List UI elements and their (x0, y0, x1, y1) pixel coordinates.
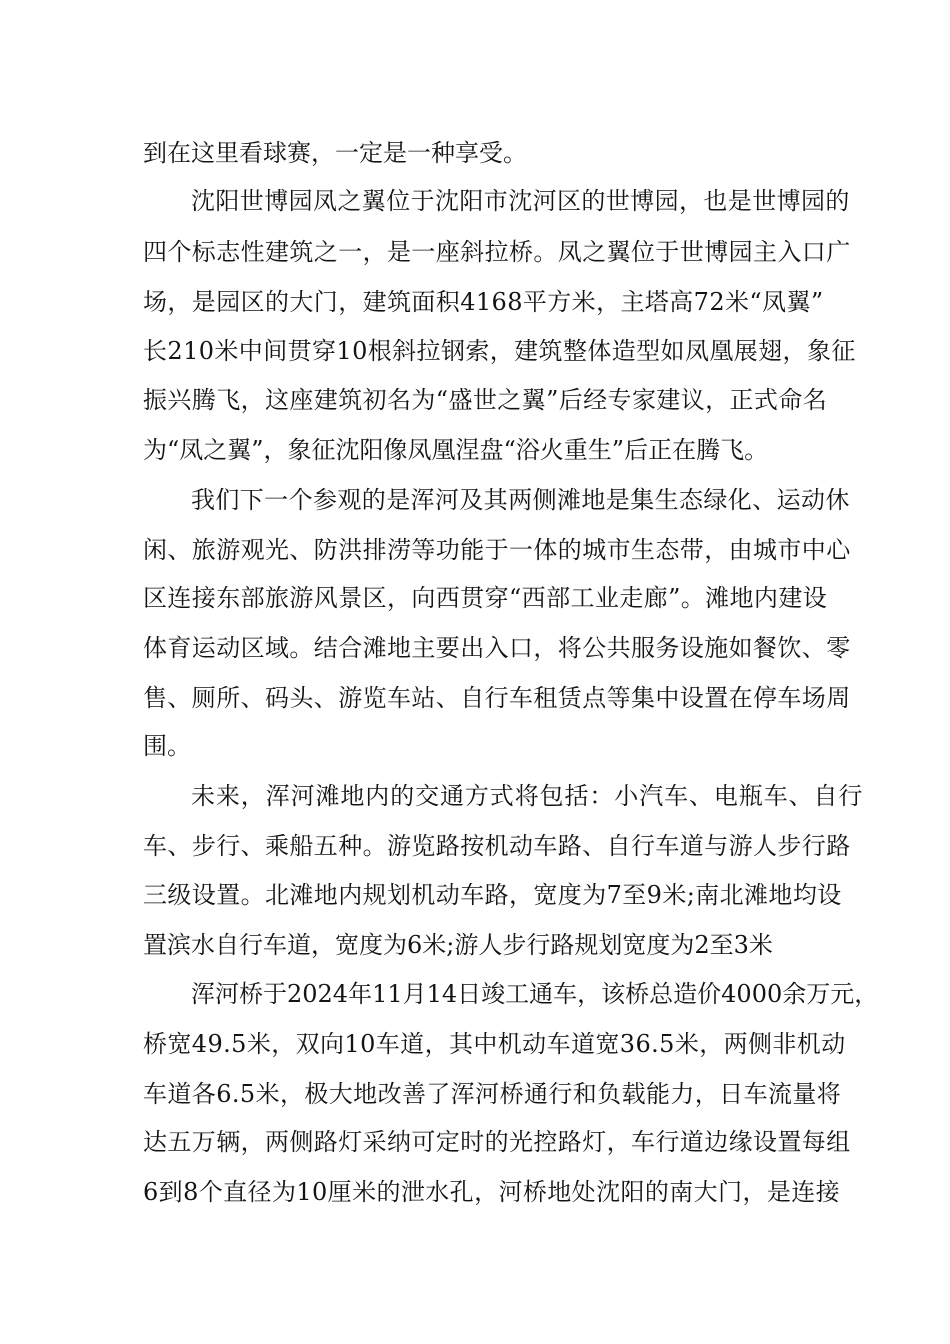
text-line: 场，是园区的大门，建筑面积4168平方米，主塔高72米“凤翼” (143, 288, 824, 316)
paragraph-first-line: 未来，浑河滩地内的交通方式将包括：小汽车、电瓶车、自行 (191, 782, 864, 810)
text-line: 到在这里看球赛，一定是一种享受。 (143, 139, 527, 167)
paragraph-first-line: 浑河桥于2024年11月14日竣工通车，该桥总造价4000余万元， (191, 980, 879, 1008)
text-line: 体育运动区域。结合滩地主要出入口，将公共服务设施如餐饮、零 (143, 634, 851, 662)
text-line: 四个标志性建筑之一，是一座斜拉桥。凤之翼位于世博园主入口广 (143, 238, 851, 266)
paragraph-first-line: 沈阳世博园凤之翼位于沈阳市沈河区的世博园，也是世博园的 (191, 187, 850, 215)
text-line: 区连接东部旅游风景区，向西贯穿“西部工业走廊”。滩地内建设 (143, 584, 828, 612)
text-line: 达五万辆，两侧路灯采纳可定时的光控路灯，车行道边缘设置每组 (143, 1128, 851, 1156)
text-line: 振兴腾飞，这座建筑初名为“盛世之翼”后经专家建议，正式命名 (143, 386, 828, 414)
text-line: 6到8个直径为10厘米的泄水孔，河桥地处沈阳的南大门，是连接 (143, 1178, 841, 1206)
text-line: 置滨水自行车道，宽度为6米;游人步行路规划宽度为2至3米 (143, 931, 773, 959)
text-line: 车道各6.5米，极大地改善了浑河桥通行和负载能力，日车流量将 (143, 1080, 842, 1108)
text-line: 三级设置。北滩地内规划机动车路，宽度为7至9米;南北滩地均设 (143, 881, 842, 909)
text-line: 闲、旅游观光、防洪排涝等功能于一体的城市生态带，由城市中心 (143, 536, 851, 564)
text-line: 售、厕所、码头、游览车站、自行车租赁点等集中设置在停车场周 (143, 684, 851, 712)
text-line: 为“凤之翼”，象征沈阳像凤凰涅盘“浴火重生”后正在腾飞。 (143, 436, 769, 464)
paragraph-first-line: 我们下一个参观的是浑河及其两侧滩地是集生态绿化、运动休 (191, 486, 850, 514)
text-line: 长210米中间贯穿10根斜拉钢索，建筑整体造型如凤凰展翅，象征 (143, 337, 856, 365)
text-line: 围。 (143, 732, 191, 760)
text-line: 车、步行、乘船五种。游览路按机动车路、自行车道与游人步行路 (143, 832, 851, 860)
text-line: 桥宽49.5米，双向10车道，其中机动车道宽36.5米，两侧非机动 (143, 1030, 846, 1058)
